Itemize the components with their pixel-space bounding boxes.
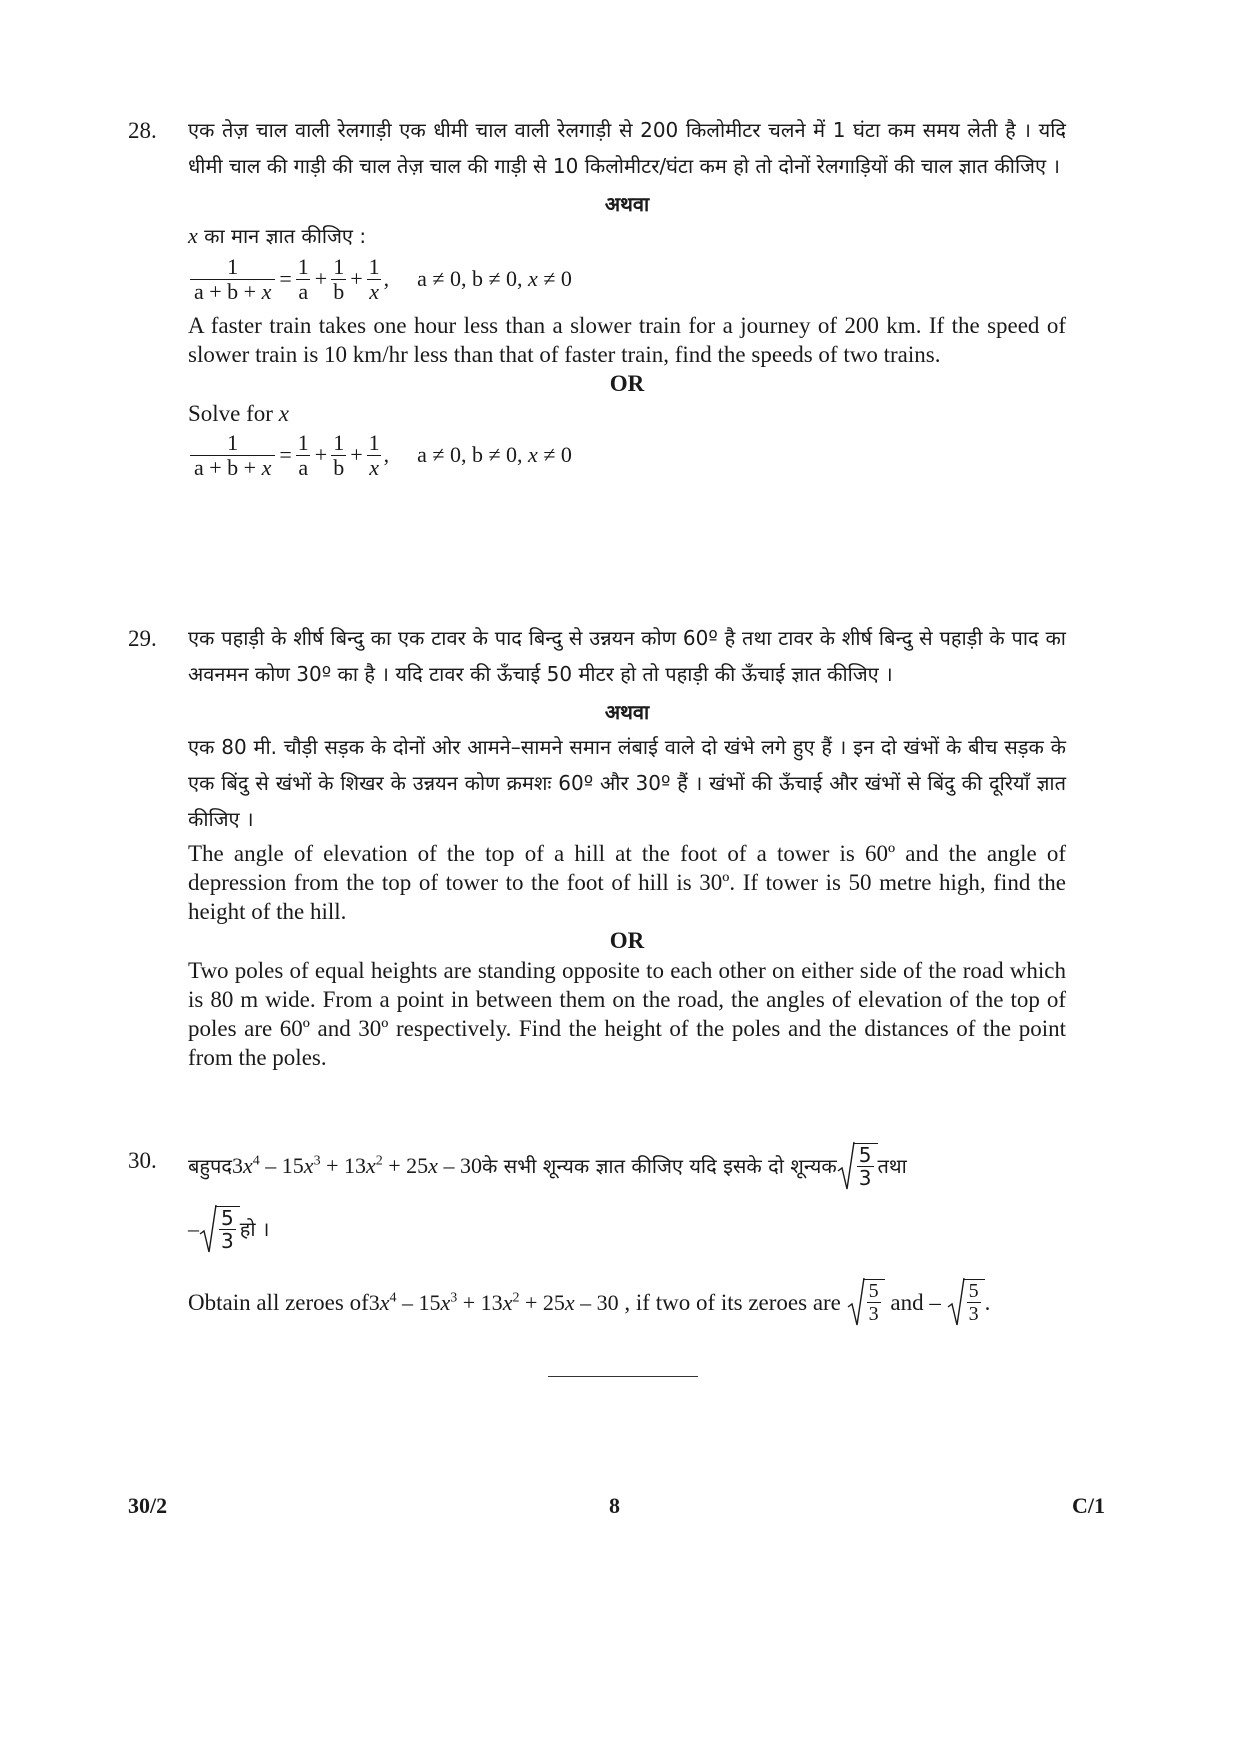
fraction [296, 431, 311, 480]
denominator-text: a + b + [194, 454, 262, 480]
denominator [367, 279, 381, 304]
variable: x [243, 1153, 253, 1178]
variable: x [261, 278, 272, 304]
condition-text: a ≠ 0, b ≠ 0, [417, 442, 529, 467]
square-root [947, 1277, 985, 1327]
variable: x [303, 1153, 314, 1178]
fraction [331, 255, 346, 304]
equals-sign: = [279, 442, 292, 467]
condition [417, 442, 572, 468]
question-text: Obtain all zeroes of [188, 1289, 369, 1315]
square-root [199, 1204, 240, 1254]
question-number: 28. [128, 118, 157, 143]
fraction [331, 431, 346, 480]
fraction [190, 431, 275, 480]
numerator: 1 [227, 429, 239, 455]
fraction [867, 1280, 881, 1325]
alternative-text-hindi [188, 221, 1066, 251]
end-of-questions-divider [548, 1376, 698, 1377]
fraction [190, 255, 275, 304]
poly-term: + 13 [457, 1289, 503, 1315]
poly-term: – 30 [437, 1153, 482, 1178]
denominator [190, 279, 275, 304]
condition-text: ≠ 0 [537, 442, 572, 467]
plus-sign: + [350, 266, 363, 291]
denominator: 3 [221, 1229, 234, 1253]
numerator: 1 [333, 429, 345, 455]
fraction [296, 255, 311, 304]
equation [188, 428, 1066, 482]
numerator: 5 [868, 1280, 879, 1302]
or-separator-english: OR [609, 928, 645, 953]
question-body [188, 620, 1066, 1072]
variable: x [261, 454, 272, 480]
question-body [188, 1138, 1066, 1332]
numerator: 1 [368, 253, 380, 279]
exponent: 2 [512, 1290, 520, 1306]
denominator: 3 [858, 1166, 872, 1190]
question-text: . [984, 1289, 991, 1315]
denominator: b [333, 454, 345, 480]
radicand [853, 1143, 878, 1189]
fraction [219, 1207, 236, 1252]
variable: x [369, 278, 379, 304]
alternative-text: Solve for [188, 401, 279, 426]
polynomial [232, 1148, 482, 1184]
alternative-text-hindi: एक 80 मी. चौड़ी सड़क के दोनों ओर आमने–सामने समान लंबाई वाले दो खंभे लगे हुए हैं । इन दो खंभों के बीच सड़क के एक बिंदु से खंभों के शिखर के उन्नयन कोण क्रमशः 60º और 30º हैं । खंभों की ऊँचाई और खंभों से बिंदु की दूरियाँ ज्ञात कीजिए । [188, 735, 1066, 831]
poly-term: 3 [232, 1153, 244, 1178]
alternative-text: का मान ज्ञात कीजिए : [197, 224, 367, 248]
question-text-english: The angle of elevation of the top of a hill at the foot of a tower is 60º and the angle of depression from the top of tower to the foot of hill is 30º. If tower is 50 metre high, find the height of the hill. [188, 841, 1066, 924]
exponent: 4 [389, 1290, 397, 1306]
numerator: 1 [297, 429, 309, 455]
condition-text: a ≠ 0, b ≠ 0, [417, 266, 529, 291]
condition-text: ≠ 0 [537, 266, 572, 291]
question-text-english [188, 1272, 1066, 1332]
question-text: and – [884, 1289, 947, 1315]
exponent: 3 [450, 1290, 458, 1306]
exponent: 3 [313, 1153, 321, 1169]
question-text: हो । [239, 1217, 270, 1241]
exponent: 4 [252, 1153, 260, 1169]
minus-sign: – [188, 1216, 199, 1241]
denominator: 3 [968, 1303, 979, 1325]
question-number: 30. [128, 1148, 157, 1173]
numerator: 1 [227, 253, 239, 279]
variable: x [365, 1153, 376, 1178]
numerator: 1 [297, 253, 309, 279]
fraction [367, 255, 382, 304]
denominator: 3 [868, 1303, 879, 1325]
plus-sign: + [350, 442, 363, 467]
question-text: तथा [877, 1154, 907, 1178]
numerator: 1 [368, 429, 380, 455]
poly-term: – 15 [396, 1289, 441, 1315]
square-root [847, 1277, 885, 1327]
fraction [857, 1144, 874, 1189]
variable: x [278, 401, 289, 426]
variable: x [528, 442, 538, 467]
comma: , [383, 442, 390, 467]
page-number: 8 [609, 1493, 620, 1518]
variable: x [369, 454, 379, 480]
radicand [963, 1279, 985, 1325]
or-separator-hindi: अथवा [604, 192, 650, 216]
denominator [190, 455, 275, 480]
radicand [215, 1206, 240, 1252]
numerator: 1 [333, 253, 345, 279]
paper-code: 30/2 [128, 1493, 168, 1518]
radicand [863, 1279, 885, 1325]
variable: x [379, 1289, 390, 1315]
plus-sign: + [314, 442, 328, 467]
fraction [967, 1280, 981, 1325]
set-code: C/1 [1072, 1493, 1105, 1518]
equals-sign: = [279, 266, 292, 291]
variable: x [564, 1289, 575, 1315]
plus-sign: + [314, 266, 328, 291]
poly-term: – 30 [574, 1289, 619, 1315]
question-text-hindi [188, 1138, 1066, 1194]
numerator: 5 [221, 1206, 234, 1230]
question-text: , if two of its zeroes are [618, 1289, 847, 1315]
poly-term: + 25 [519, 1289, 565, 1315]
comma: , [383, 266, 390, 291]
fraction [367, 431, 382, 480]
variable: x [428, 1153, 438, 1178]
question-body [188, 112, 1066, 482]
question-text-hindi: एक तेज़ चाल वाली रेलगाड़ी एक धीमी चाल वाली रेलगाड़ी से 200 किलोमीटर चलने में 1 घंटा कम समय लेती है । यदि धीमी चाल की गाड़ी की चाल तेज़ चाल की गाड़ी से 10 किलोमीटर/घंटा कम हो तो दोनों रेलगाड़ियों की चाल ज्ञात कीजिए । [188, 118, 1066, 178]
polynomial [369, 1288, 619, 1317]
question-number: 29. [128, 626, 157, 651]
denominator-text: a + b + [194, 278, 262, 304]
alternative-text-english: Two poles of equal heights are standing opposite to each other on either side of the road which is 80 m wide. From a point in between them on the road, the angles of elevation of the top of poles are 60º and 30º respectively. Find the height of the poles and the distances of the point from the poles. [188, 958, 1066, 1070]
numerator: 5 [968, 1280, 979, 1302]
denominator: b [333, 278, 345, 304]
exponent: 2 [375, 1153, 383, 1169]
question-text-hindi-continued [188, 1198, 1066, 1260]
variable: x [502, 1289, 513, 1315]
variable: x [528, 266, 538, 291]
numerator: 5 [858, 1143, 872, 1167]
poly-term: + 25 [382, 1153, 429, 1178]
denominator [367, 455, 381, 480]
question-text: के सभी शून्यक ज्ञात कीजिए यदि इसके दो शून्यक [481, 1154, 837, 1178]
denominator: a [298, 454, 309, 480]
variable: x [188, 223, 198, 248]
question-text-hindi: एक पहाड़ी के शीर्ष बिन्दु का एक टावर के पाद बिन्दु से उन्नयन कोण 60º है तथा टावर के शीर्ष बिन्दु से पहाड़ी के पाद का अवनमन कोण 30º का है । यदि टावर की ऊँचाई 50 मीटर हो तो पहाड़ी की ऊँचाई ज्ञात कीजिए । [188, 626, 1066, 686]
poly-term: 3 [368, 1289, 380, 1315]
alternative-text-english [188, 399, 1066, 428]
poly-term: + 13 [320, 1153, 366, 1178]
or-separator-english: OR [609, 371, 645, 396]
equation [188, 251, 1066, 307]
variable: x [440, 1289, 451, 1315]
question-text-english: A faster train takes one hour less than a slower train for a journey of 200 km. If the speed of slower train is 10 km/hr less than that of faster train, find the speeds of two trains. [188, 313, 1066, 367]
or-separator-hindi: अथवा [604, 700, 650, 724]
poly-term: – 15 [259, 1153, 304, 1178]
question-text: बहुपद [188, 1154, 233, 1178]
square-root [837, 1141, 878, 1191]
denominator: a [298, 278, 309, 304]
condition [417, 266, 572, 292]
